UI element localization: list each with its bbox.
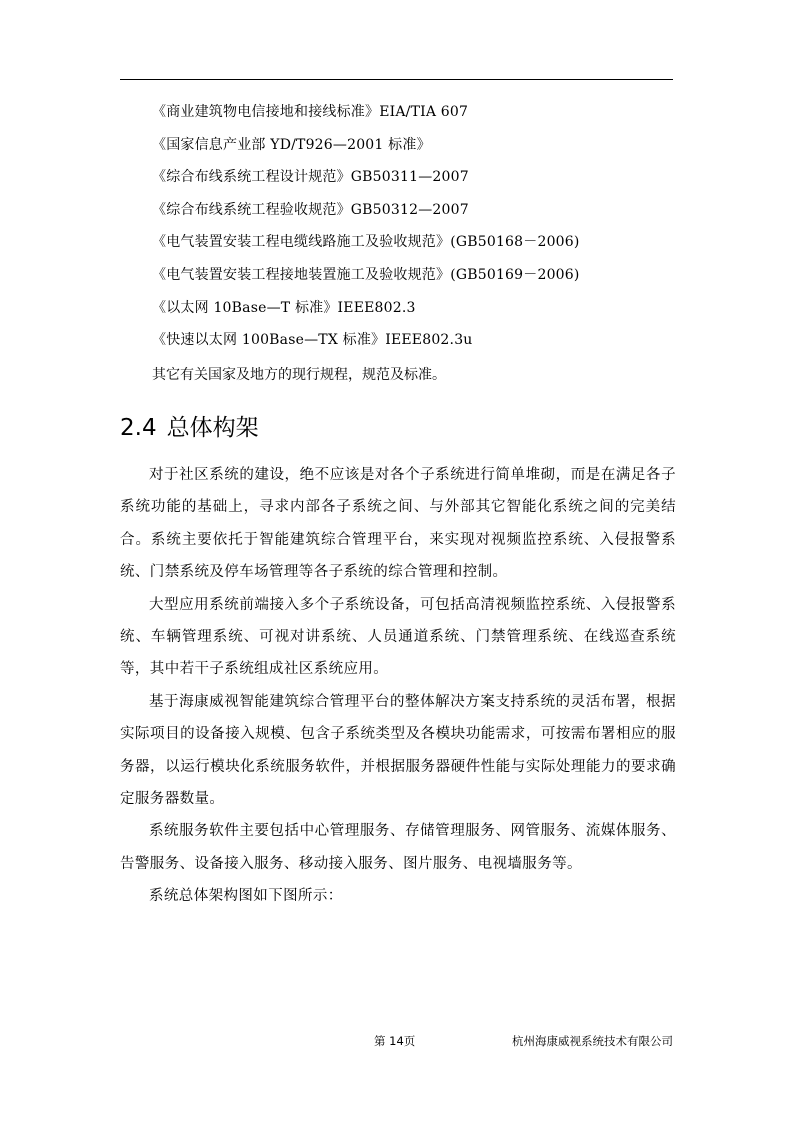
standard-item: 《综合布线系统工程设计规范》GB50311—2007: [152, 169, 469, 186]
body-paragraph: 对于社区系统的建设，绝不应该是对各个子系统进行简单堆砌，而是在满足各子系统功能的基础上，寻求内部各子系统之间、与外部其它智能化系统之间的完美结合。系统主要依托于智能建筑综合管理平台，来实现对视频监控系统、入侵报警系统、门禁系统及停车场管理等各子系统的综合管理和控制。: [120, 467, 676, 581]
standards-closing-line: 其它有关国家及地方的现行规程，规范及标准。: [152, 367, 446, 383]
body-paragraph: 系统服务软件主要包括中心管理服务、存储管理服务、网管服务、流媒体服务、告警服务、设备接入服务、移动接入服务、图片服务、电视墙服务等。: [120, 823, 676, 872]
section-number: 2.4: [120, 415, 157, 441]
section-title: 总体构架: [166, 415, 259, 441]
company-name: 杭州海康威视系统技术有限公司: [512, 1034, 673, 1048]
section-body: [120, 459, 676, 913]
standard-item: 《电气装置安装工程接地装置施工及验收规范》(GB50169－2006): [152, 266, 580, 283]
standard-item: 《电气装置安装工程电缆线路施工及验收规范》(GB50168－2006): [152, 234, 580, 251]
page-footer: [120, 1030, 673, 1052]
standard-item: 《以太网 10Base—T 标准》IEEE802.3: [152, 299, 416, 316]
standard-item: 《综合布线系统工程验收规范》GB50312—2007: [152, 201, 469, 218]
header-rule: [120, 79, 673, 80]
standard-item: 《国家信息产业部 YD/T926—2001 标准》: [152, 136, 431, 153]
page-number: 第 14页: [374, 1034, 416, 1048]
body-paragraph: 系统总体架构图如下图所示：: [149, 888, 343, 905]
body-paragraph: 大型应用系统前端接入多个子系统设备，可包括高清视频监控系统、入侵报警系统、车辆管理系统、可视对讲系统、人员通道系统、门禁管理系统、在线巡查系统等，其中若干子系统组成社区系统应用。: [120, 596, 676, 678]
standard-item: 《快速以太网 100Base—TX 标准》IEEE802.3u: [152, 332, 473, 349]
body-paragraph: 基于海康威视智能建筑综合管理平台的整体解决方案支持系统的灵活布署，根据实际项目的设备接入规模、包含子系统类型及各模块功能需求，可按需布署相应的服务器，以运行模块化系统服务软件，并根据服务器硬件性能与实际处理能力的要求确定服务器数量。: [120, 693, 676, 808]
standard-item: 《商业建筑物电信接地和接线标准》EIA/TIA 607: [152, 104, 469, 120]
standards-list: [152, 99, 692, 360]
section-heading: [120, 408, 259, 448]
